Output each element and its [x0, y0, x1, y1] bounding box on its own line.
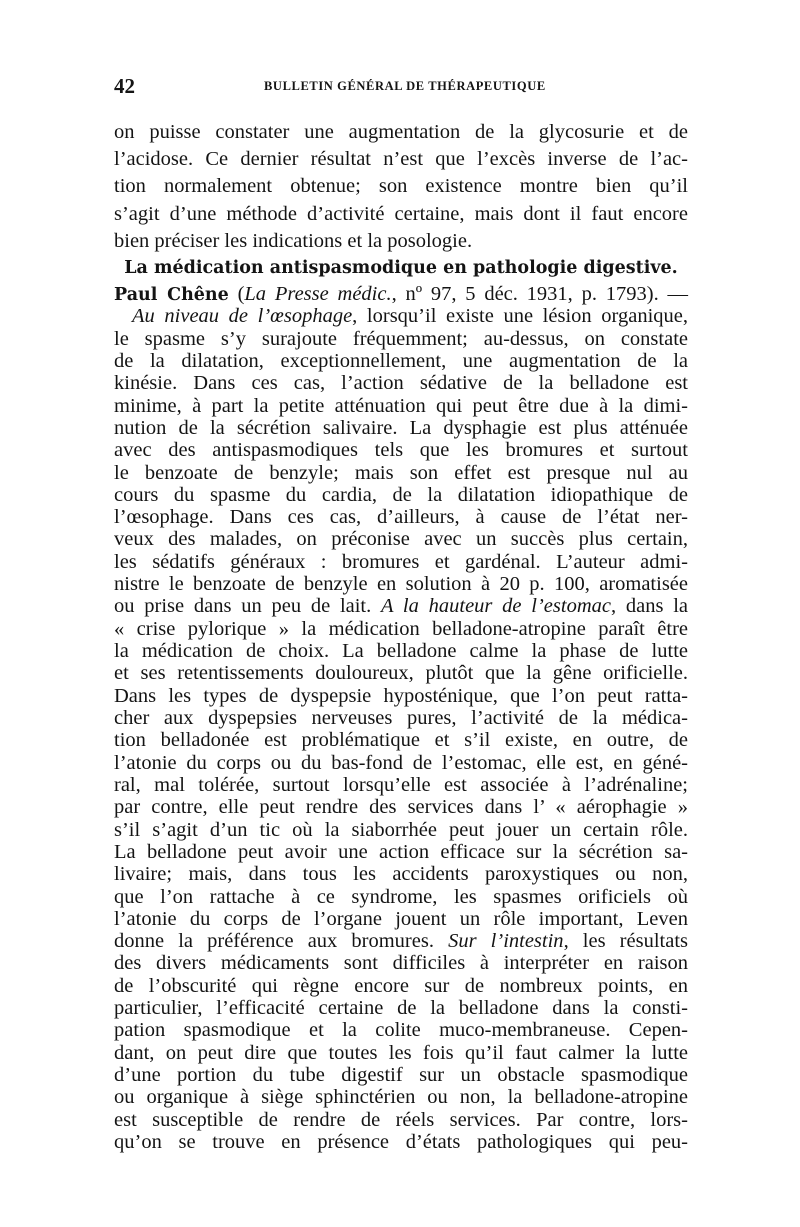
italic-text: A la hauteur de l’estomac: [381, 595, 611, 617]
text-segment: , nº 97, 5 déc. 1931, p. 1793). —: [391, 283, 688, 305]
running-title: BULLETIN GÉNÉRAL DE THÉRAPEUTIQUE: [264, 79, 546, 93]
text-segment: que l’on rattache à ce syndrome, les spasmes orificiels où: [114, 886, 688, 908]
text-segment: dant, on peut dire que toutes les fois qu’il faut calmer la lutte: [114, 1042, 688, 1064]
text-segment: d’une portion du tube digestif sur un obstacle spasmodique: [114, 1064, 688, 1086]
text-segment: avec des antispasmodiques tels que les bromures et surtout: [114, 439, 688, 461]
section-heading: [114, 253, 688, 281]
italic-text: La Presse médic.: [244, 283, 392, 305]
text-segment: est susceptible de rendre de réels services. Par contre, lors-: [114, 1109, 688, 1131]
page-number: 42: [114, 74, 135, 98]
text-segment: veux des malades, on préconise avec un succès plus certain,: [114, 528, 688, 550]
text-segment: l’atonie du corps ou du bas-fond de l’estomac, elle est, en géné-: [114, 752, 688, 774]
text-segment: Dans les types de dyspepsie hyposténique, que l’on peut ratta-: [114, 685, 688, 707]
text-segment: s’il s’agit d’un tic où la siaborrhée peut jouer un certain rôle.: [114, 819, 688, 841]
text-segment: bien préciser les indications et la posologie.: [114, 230, 473, 252]
text-line: [114, 145, 688, 173]
text-segment: des divers médicaments sont difficiles à interpréter en raison: [114, 952, 688, 974]
page-header: [114, 74, 688, 102]
text-segment: donne la préférence aux bromures.: [114, 930, 449, 952]
text-segment: nistre le benzoate de benzyle en solution à 20 p. 100, aromatisée: [114, 573, 688, 595]
text-segment: ou prise dans un peu de lait.: [114, 595, 382, 617]
text-segment: l’acidose. Ce dernier résultat n’est que l’excès inverse de l’ac-: [114, 148, 688, 170]
text-segment: ou organique à siège sphinctérien ou non, la belladone-atropine: [114, 1086, 688, 1108]
bold-text: Paul Chêne: [114, 285, 229, 305]
text-segment: qu’on se trouve en présence d’états pathologiques qui peu-: [114, 1131, 688, 1153]
text-segment: l’œsophage. Dans ces cas, d’ailleurs, à cause de l’état ner-: [114, 506, 688, 528]
text-segment: les sédatifs généraux : bromures et gardénal. L’auteur admi-: [114, 551, 688, 573]
text-segment: l’atonie du corps de l’organe jouent un rôle important, Leven: [114, 908, 688, 930]
text-segment: « crise pylorique » la médication belladone-atropine paraît être: [114, 618, 688, 640]
text-segment: La belladone peut avoir une action efficace sur la sécrétion sa-: [114, 841, 688, 863]
italic-text: Sur l’intestin: [448, 930, 564, 952]
italic-text: Au niveau de l’œsophage: [132, 305, 353, 327]
text-line: [114, 172, 688, 200]
text-segment: de l’obscurité qui règne encore sur de nombreux points, en: [114, 975, 688, 997]
text-line: [114, 200, 688, 228]
text-line: [114, 1128, 688, 1156]
text-segment: , lorsqu’il existe une lésion organique,: [352, 305, 688, 327]
text-segment: tion belladonée est problématique et s’il existe, en outre, de: [114, 729, 688, 751]
text-segment: tion normalement obtenue; son existence montre bien qu’il: [114, 175, 688, 197]
text-segment: kinésie. Dans ces cas, l’action sédative de la belladone est: [114, 372, 688, 394]
text-segment: cher aux dyspepsies nerveuses pures, l’activité de la médica-: [114, 707, 688, 729]
text-segment: le benzoate de benzyle; mais son effet est presque nul au: [114, 462, 688, 484]
text-segment: , les résultats: [563, 930, 688, 952]
text-segment: cours du spasme du cardia, de la dilatation idiopathique de: [114, 484, 688, 506]
text-segment: de la dilatation, exceptionnellement, une augmentation de la: [114, 350, 688, 372]
text-segment: par contre, elle peut rendre des services dans l’ « aérophagie »: [114, 796, 688, 818]
text-line: [114, 227, 688, 255]
text-segment: on puisse constater une augmentation de la glycosurie et de: [114, 121, 688, 143]
text-segment: le spasme s’y surajoute fréquemment; au-dessus, on constate: [114, 328, 688, 350]
text-segment: , dans la: [610, 595, 689, 617]
text-segment: livaire; mais, dans tous les accidents paroxystiques ou non,: [114, 863, 688, 885]
text-segment: particulier, l’efficacité certaine de la belladone dans la consti-: [114, 997, 688, 1019]
text-segment: s’agit d’une méthode d’activité certaine, mais dont il faut encore: [114, 203, 688, 225]
text-segment: minime, à part la petite atténuation qui peut être due à la dimi-: [114, 395, 688, 417]
text-segment: la médication de choix. La belladone calme la phase de lutte: [114, 640, 688, 662]
text-segment: (: [228, 283, 245, 305]
text-segment: nution de la sécrétion salivaire. La dysphagie est plus atténuée: [114, 417, 688, 439]
text-segment: et ses retentissements douloureux, plutôt que la gêne orificielle.: [114, 662, 688, 684]
text-line: [114, 118, 688, 146]
text-segment: ral, mal tolérée, surtout lorsqu’elle est associée à l’adrénaline;: [114, 774, 688, 796]
text-segment: pation spasmodique et la colite muco-membraneuse. Cepen-: [114, 1019, 688, 1041]
bold-text: La médication antispasmodique en pathologie digestive.: [124, 258, 678, 278]
